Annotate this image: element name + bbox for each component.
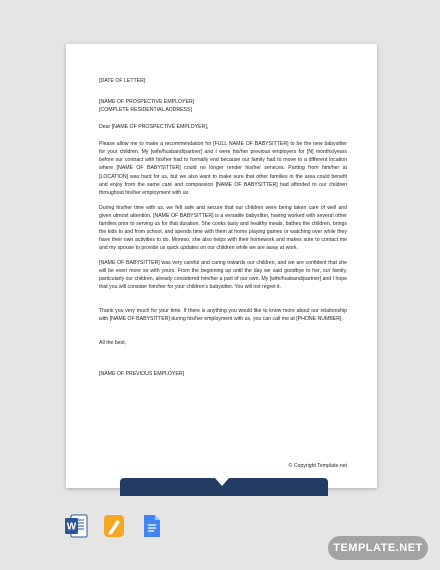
copyright-notice: © Copyright Template.net [288, 462, 347, 469]
paragraph-2: During his/her time with us, we felt safe and secure that our children were being taken care of well and given utmost attention. [NAME OF BABYSITTER] is a versatile babysitter, having worked with several other families prior to serving us for that duration. She cooks tasty and healthy meals, bathes the children, brings the kids to and from school, and spends time with them at home playing games or watching over while they have their own activities to do. Moreso, she also helps with their homework and makes sure to contact me and my spouse to provide us quick updates on our children while we are away at work. [99, 204, 347, 251]
svg-text:W: W [66, 521, 77, 533]
brand-label: TEMPLATE.NET [333, 542, 423, 554]
letter-document [66, 44, 377, 488]
paragraph-3: [NAME OF BABYSITTER] was very careful and caring towards our children, and we are confident that she will be even more so with yours. From the beginning up until the day we said goodbye to her, our family, particularly our children, already considered him/her a part of our own. My [wife/husband/partner] and I hope that you will consider him/her for your children's babysitter. You will not regret it. [99, 260, 347, 291]
employer-name: [NAME OF PROSPECTIVE EMPLOYER] [99, 99, 195, 106]
pages-icon[interactable] [102, 513, 126, 539]
signature: [NAME OF PREVIOUS EMPLOYER] [99, 370, 185, 377]
closing: All the best, [99, 340, 127, 347]
employer-address: [COMPLETE RESIDENTIAL ADDRESS] [99, 107, 192, 114]
paragraph-1: Please allow me to make a recommendation for [FULL NAME OF BABYSITTER] to be the new babysitter for your children. My [wife/husband/partner] and I were his/her previous employers for [N] months/years before our contract with his/her had to formally end because our family had to move to a different location where [NAME OF BABYSITTER] could no longer render his/her services. Parting from him/her at [LOCATION] was hard for us, but we also want to make sure that other families in the area could benefit and enjoy from the same care and compassion [NAME OF BABYSITTER] had afforded to our children throughout his/her employment with us. [99, 141, 347, 196]
app-icons [64, 513, 164, 539]
google-docs-icon[interactable] [140, 513, 164, 539]
letter-date: [DATE OF LETTER] [99, 78, 146, 84]
brand-badge[interactable] [328, 536, 428, 560]
panel-notch [208, 470, 236, 486]
word-icon[interactable] [64, 513, 88, 539]
paragraph-4: Thank you very much for your time. If there is anything you would like to know more about our relationship with [NAME OF BABYSITTER] during his/her employment with us, you can call me at [PHONE NUMBER]. [99, 308, 347, 323]
salutation: Dear [NAME OF PROSPECTIVE EMPLOYER], [99, 124, 209, 131]
